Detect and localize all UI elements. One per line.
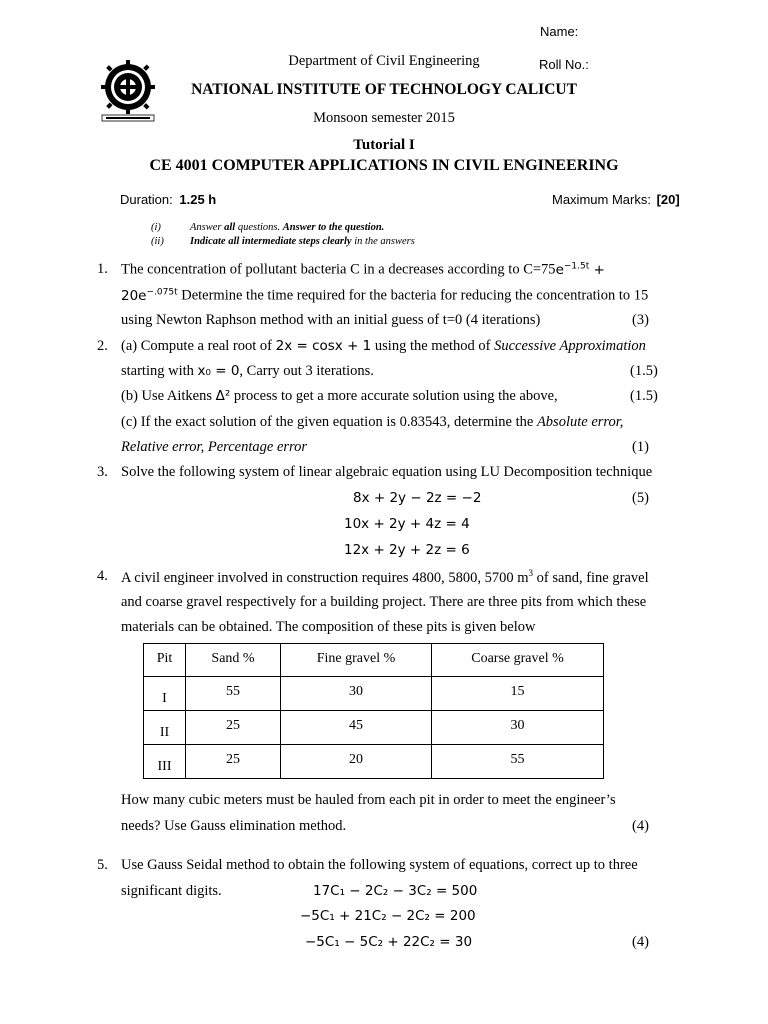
- table-header-cell: Pit: [144, 644, 186, 677]
- table-cell: 15: [432, 677, 604, 711]
- question-3-equation-2: 10x + 2y + 4z = 4: [344, 516, 470, 532]
- question-4-line-3: materials can be obtained. The composition of these pits is given below: [121, 619, 536, 635]
- question-2-number: 2.: [97, 338, 108, 354]
- question-5-equation-2: −5C₁ + 21C₂ − 2C₂ = 200: [300, 908, 476, 924]
- question-1-marks: (3): [632, 312, 649, 328]
- table-row: [144, 745, 604, 779]
- name-label: Name:: [540, 24, 579, 39]
- table-cell: 55: [432, 745, 604, 779]
- institute-name: NATIONAL INSTITUTE OF TECHNOLOGY CALICUT: [191, 81, 577, 98]
- table-row: [144, 711, 604, 745]
- max-marks-label: Maximum Marks:: [552, 192, 651, 207]
- table-cell: 45: [281, 711, 432, 745]
- question-5-number: 5.: [97, 857, 108, 873]
- instruction-number: (ii): [151, 236, 164, 247]
- instruction-1: (i) Answer all questions. Answer to the question.: [151, 222, 385, 233]
- question-3-marks: (5): [632, 490, 649, 506]
- question-2c-line-2: Relative error, Percentage error: [121, 439, 308, 455]
- question-1-equation: $e^{-1.5t}$ +: [555, 261, 605, 278]
- question-1-line-3: using Newton Raphson method with an initial guess of t=0 (4 iterations): [121, 312, 541, 328]
- question-5-equation-1: 17C₁ − 2C₂ − 3C₂ = 500: [313, 883, 478, 899]
- instruction-2: (ii) Indicate all intermediate steps clearly in the answers: [151, 236, 415, 247]
- question-5-equation-3: −5C₁ − 5C₂ + 22C₂ = 30: [305, 934, 473, 950]
- duration-label: Duration:: [120, 192, 173, 207]
- max-marks-value: [20]: [656, 192, 680, 207]
- question-3-text: Solve the following system of linear algebraic equation using LU Decomposition technique: [121, 464, 653, 480]
- table-cell: 20: [281, 745, 432, 779]
- question-4-after-1: How many cubic meters must be hauled from each pit in order to meet the engineer’s: [121, 792, 616, 808]
- table-cell: 30: [281, 677, 432, 711]
- question-2c-marks: (1): [632, 439, 649, 455]
- question-4-after-2: needs? Use Gauss elimination method.: [121, 818, 347, 834]
- question-3-number: 3.: [97, 464, 108, 480]
- table-cell-pit: II: [144, 711, 186, 745]
- question-2a-marks: (1.5): [630, 363, 658, 379]
- instruction-number: (i): [151, 222, 161, 233]
- question-4-line-2: and coarse gravel respectively for a building project. There are three pits from which these: [121, 594, 647, 610]
- question-3-equation-1: 8x + 2y − 2z = −2: [353, 490, 482, 506]
- question-4-line-1: A civil engineer involved in construction requires 4800, 5800, 5700 $m^3$ of sand, fine gravel: [121, 568, 649, 586]
- table-cell: 25: [186, 711, 281, 745]
- duration: [120, 192, 216, 207]
- table-cell: 30: [432, 711, 604, 745]
- table-header-cell: Sand %: [186, 644, 281, 677]
- question-1-number: 1.: [97, 261, 108, 277]
- question-2a-line-2: starting with x₀ = 0, Carry out 3 iterations.: [121, 363, 374, 379]
- tutorial-title: Tutorial I: [353, 137, 415, 153]
- table-header-row: [144, 644, 604, 677]
- question-1-line-2: $20e^{-.075t}$ Determine the time required for the bacteria for reducing the concentration to 15: [121, 287, 649, 304]
- department-name: Department of Civil Engineering: [288, 53, 480, 69]
- question-1-line-1: The concentration of pollutant bacteria C in a decreases according to $C=75e^{-1.5t}$ +: [121, 261, 605, 278]
- duration-value: 1.25 h: [179, 192, 217, 207]
- roll-number-label: Roll No.:: [539, 57, 589, 72]
- question-3-equation-3: 12x + 2y + 2z = 6: [344, 542, 470, 558]
- pit-composition-table: [143, 643, 604, 779]
- table-row: [144, 677, 604, 711]
- table-cell-pit: I: [144, 677, 186, 711]
- question-5-marks: (4): [632, 934, 649, 950]
- semester: Monsoon semester 2015: [313, 110, 455, 126]
- table-cell: 55: [186, 677, 281, 711]
- question-5-line-1: Use Gauss Seidal method to obtain the following system of equations, correct up to three: [121, 857, 638, 873]
- question-4-marks: (4): [632, 818, 649, 834]
- course-title: CE 4001 COMPUTER APPLICATIONS IN CIVIL ENGINEERING: [149, 157, 619, 174]
- question-2c-line-1: (c) If the exact solution of the given equation is 0.83543, determine the Absolute error,: [121, 414, 624, 430]
- question-5-line-2: significant digits.: [121, 883, 222, 899]
- question-2a-line-1: (a) Compute a real root of 2x = cosx + 1 using the method of Successive Approximation: [121, 338, 646, 354]
- question-4-number: 4.: [97, 568, 108, 584]
- question-2b-line: (b) Use Aitkens Δ² process to get a more accurate solution using the above,: [121, 388, 558, 404]
- table-header-cell: Fine gravel %: [281, 644, 432, 677]
- table-header-cell: Coarse gravel %: [432, 644, 604, 677]
- table-cell-pit: III: [144, 745, 186, 779]
- question-2b-marks: (1.5): [630, 388, 658, 404]
- table-cell: 25: [186, 745, 281, 779]
- maximum-marks: [552, 192, 680, 207]
